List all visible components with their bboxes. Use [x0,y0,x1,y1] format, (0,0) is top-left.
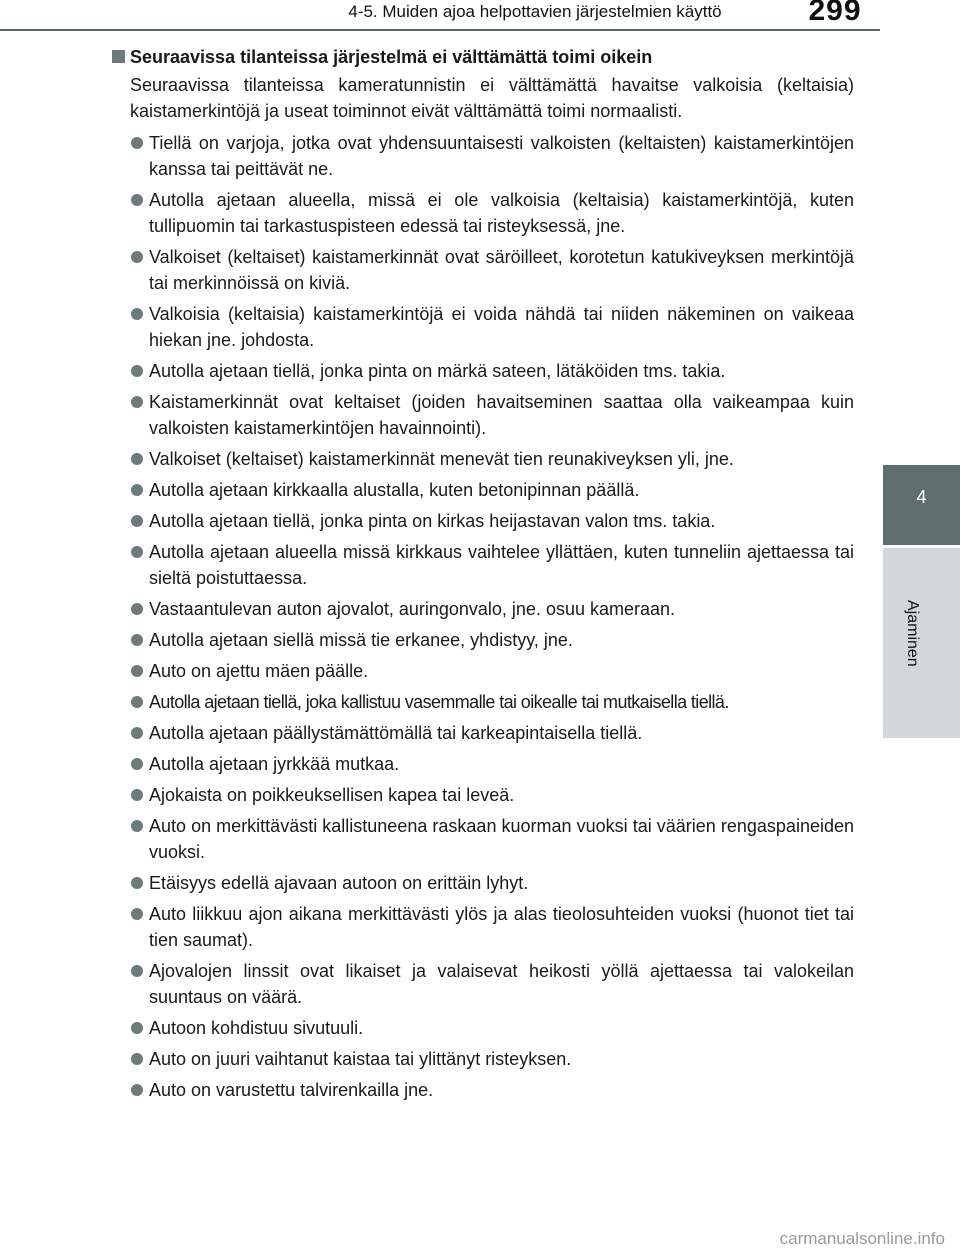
round-bullet-icon [131,251,143,263]
list-item-text: Autolla ajetaan tiellä, jonka pinta on kirkas heijastavan valon tms. takia. [149,511,716,531]
list-item [112,1077,854,1103]
list-item-text: Ajovalojen linssit ovat likaiset ja valaisevat heikosti yöllä ajettaessa tai valokeilan suuntaus on väärä. [149,961,854,1007]
list-item-text: Autolla ajetaan päällystämättömällä tai karkeapintaisella tiellä. [149,723,643,743]
list-item [112,901,854,953]
chapter-number: 4 [916,487,927,507]
round-bullet-icon [131,758,143,770]
list-item-text: Kaistamerkinnät ovat keltaiset (joiden havaitseminen saattaa olla vaikeampaa kuin valkoisten kaistamerkintöjen havainnointi). [149,392,854,438]
round-bullet-icon [131,908,143,920]
list-item [112,596,854,622]
list-item-text: Autolla ajetaan tiellä, jonka pinta on märkä sateen, lätäköiden tms. takia. [149,361,726,381]
list-item-text: Autolla ajetaan jyrkkää mutkaa. [149,754,400,774]
list-item-text: Auto on juuri vaihtanut kaistaa tai ylittänyt risteyksen. [149,1049,572,1069]
list-item [112,130,854,182]
list-item [112,1015,854,1041]
list-item [112,1046,854,1072]
list-item [112,389,854,441]
list-item-text: Autolla ajetaan alueella missä kirkkaus vaihtelee yllättäen, kuten tunneliin ajettaessa tai sieltä poistuttaessa. [149,542,854,588]
list-item-text: Auto liikkuu ajon aikana merkittävästi ylös ja alas tieolosuhteiden vuoksi (huonot tiet tai tien saumat). [149,904,854,950]
list-item [112,508,854,534]
round-bullet-icon [131,453,143,465]
round-bullet-icon [131,696,143,708]
list-item-text: Auto on varustettu talvirenkailla jne. [149,1080,434,1100]
list-item [112,689,854,715]
list-item [112,627,854,653]
round-bullet-icon [131,789,143,801]
list-item-text: Auto on merkittävästi kallistuneena raskaan kuorman vuoksi tai väärien rengaspaineiden vuoksi. [149,816,854,862]
section-heading [112,44,854,70]
list-item-text: Autolla ajetaan kirkkaalla alustalla, kuten betonipinnan päällä. [149,480,640,500]
header-title: 4-5. Muiden ajoa helpottavien järjestelmien käyttö [348,2,722,21]
list-item [112,751,854,777]
round-bullet-icon [131,1022,143,1034]
round-bullet-icon [131,484,143,496]
watermark: carmanualsonline.info [779,1229,945,1248]
list-item-text: Vastaantulevan auton ajovalot, auringonvalo, jne. osuu kameraan. [149,599,676,619]
list-item [112,187,854,239]
list-item [112,720,854,746]
round-bullet-icon [131,603,143,615]
list-item-text: Etäisyys edellä ajavaan autoon on erittäin lyhyt. [149,873,529,893]
list-item [112,813,854,865]
page-content [112,44,854,1108]
list-item [112,477,854,503]
round-bullet-icon [131,396,143,408]
round-bullet-icon [131,1084,143,1096]
list-item-text: Tiellä on varjoja, jotka ovat yhdensuuntaisesti valkoisten (keltaisten) kaistamerkintöjen kanssa tai peittävät ne. [149,133,854,179]
list-item [112,358,854,384]
list-item-text: Ajokaista on poikkeuksellisen kapea tai leveä. [149,785,515,805]
list-item [112,958,854,1010]
list-item-text: Autoon kohdistuu sivutuuli. [149,1018,364,1038]
round-bullet-icon [131,820,143,832]
list-item-text: Valkoiset (keltaiset) kaistamerkinnät ovat säröilleet, korotetun katukiveyksen merkintöjä tai merkinnöissä on kiviä. [149,247,854,293]
round-bullet-icon [131,1053,143,1065]
round-bullet-icon [131,194,143,206]
list-item [112,244,854,296]
list-item [112,539,854,591]
list-item [112,446,854,472]
round-bullet-icon [131,365,143,377]
list-item-text: Valkoiset (keltaiset) kaistamerkinnät menevät tien reunakiveyksen yli, jne. [149,449,734,469]
chapter-label: Ajaminen [904,600,921,667]
round-bullet-icon [131,515,143,527]
list-item-text: Valkoisia (keltaisia) kaistamerkintöjä ei voida nähdä tai niiden näkeminen on vaikeaa hiekan jne. johdosta. [149,304,854,350]
header-rule [0,29,880,31]
round-bullet-icon [131,308,143,320]
list-item [112,301,854,353]
list-item-text: Autolla ajetaan tiellä, joka kallistuu vasemmalle tai oikealle tai mutkaisella tiellä. [149,692,729,712]
list-item-text: Autolla ajetaan siellä missä tie erkanee, yhdistyy, jne. [149,630,573,650]
section-heading-text: Seuraavissa tilanteissa järjestelmä ei välttämättä toimi oikein [130,47,653,67]
list-item-text: Autolla ajetaan alueella, missä ei ole valkoisia (keltaisia) kaistamerkintöjä, kuten tullipuomin tai tarkastuspisteen edessä tai risteyksessä, jne. [149,190,854,236]
list-item [112,782,854,808]
list-item [112,658,854,684]
round-bullet-icon [131,965,143,977]
round-bullet-icon [131,877,143,889]
round-bullet-icon [131,137,143,149]
chapter-label-tab [883,548,960,738]
square-bullet-icon [112,50,125,63]
list-item-text: Auto on ajettu mäen päälle. [149,661,369,681]
list-item [112,870,854,896]
round-bullet-icon [131,634,143,646]
section-intro: Seuraavissa tilanteissa kameratunnistin ei välttämättä havaitse valkoisia (keltaisia) kaistamerkintöjä ja useat toiminnot eivät välttämättä toimi normaalisti. [130,75,854,121]
round-bullet-icon [131,727,143,739]
round-bullet-icon [131,665,143,677]
page-number: 299 [808,0,862,27]
condition-list [112,130,854,1103]
round-bullet-icon [131,546,143,558]
